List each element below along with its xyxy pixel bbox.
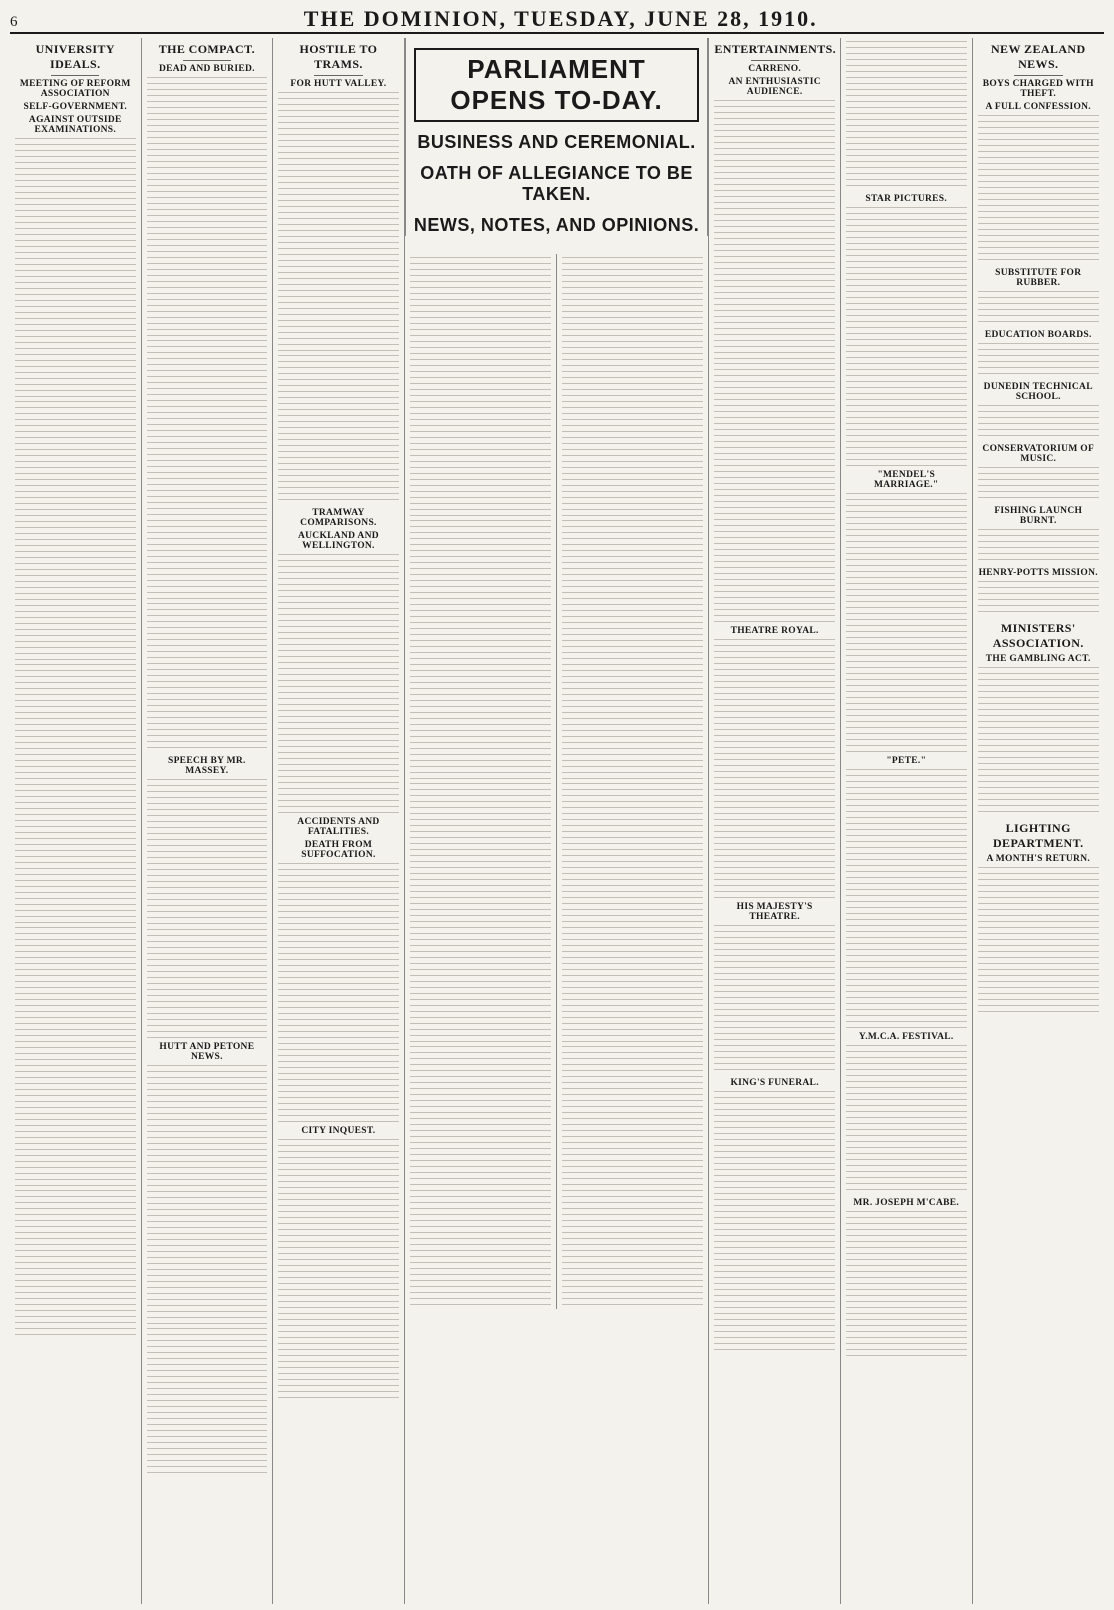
subheading: FISHING LAUNCH BURNT.: [994, 506, 1083, 526]
subheading: FOR HUTT VALLEY.: [290, 79, 387, 89]
subheading: MEETING OF REFORM ASSOCIATION: [19, 79, 131, 99]
subheading: HUTT AND PETONE NEWS.: [159, 1042, 255, 1062]
lead-headline: PARLIAMENT OPENS TO-DAY.: [414, 48, 700, 122]
subheading: THEATRE ROYAL.: [730, 626, 819, 636]
lead-subheadline: NEWS, NOTES, AND OPINIONS.: [413, 215, 700, 235]
subheading: A MONTH'S RETURN.: [986, 854, 1091, 864]
subheading: SELF-GOVERNMENT.: [23, 102, 128, 112]
subheading: ACCIDENTS AND FATALITIES.: [297, 817, 380, 837]
subheading: CARRENO.: [748, 64, 802, 74]
page-columns: [10, 38, 1104, 1604]
lead-subheadline: OATH OF ALLEGIANCE TO BE TAKEN.: [420, 163, 693, 204]
subheading: BOYS CHARGED WITH THEFT.: [982, 79, 1094, 99]
subheading: KING'S FUNERAL.: [730, 1078, 819, 1088]
subheading: "PETE.": [886, 756, 927, 766]
headline: ENTERTAINMENTS.: [714, 42, 837, 56]
headline: HOSTILE TO TRAMS.: [299, 42, 378, 71]
headline: MINISTERS' ASSOCIATION.: [992, 621, 1084, 650]
subheading: SUBSTITUTE FOR RUBBER.: [995, 268, 1082, 288]
subheading: HIS MAJESTY'S THEATRE.: [736, 902, 813, 922]
newspaper-title: THE DOMINION, TUESDAY, JUNE 28, 1910.: [303, 6, 818, 31]
subheading: "MENDEL'S MARRIAGE.": [874, 470, 939, 490]
subheading: EDUCATION BOARDS.: [984, 330, 1092, 340]
subheading: DEATH FROM SUFFOCATION.: [301, 840, 376, 860]
subheading: THE GAMBLING ACT.: [985, 654, 1091, 664]
headline: THE COMPACT.: [158, 42, 256, 56]
subheading: DUNEDIN TECHNICAL SCHOOL.: [983, 382, 1093, 402]
masthead: [10, 6, 1104, 34]
subheading: Y.M.C.A. FESTIVAL.: [858, 1032, 954, 1042]
column-2: [142, 38, 274, 1604]
subheading: STAR PICTURES.: [865, 194, 948, 204]
column-5: [709, 38, 841, 1604]
subheading: CITY INQUEST.: [301, 1126, 376, 1136]
headline: UNIVERSITY IDEALS.: [35, 42, 115, 71]
subheading: SPEECH BY MR. MASSEY.: [168, 756, 246, 776]
page-number: 6: [10, 14, 18, 30]
subheading: TRAMWAY COMPARISONS.: [300, 508, 377, 528]
subheading: MR. JOSEPH M'CABE.: [853, 1198, 960, 1208]
lead-story-column-2: [557, 254, 709, 1309]
subheading: A FULL CONFESSION.: [985, 102, 1091, 112]
lead-story-banner: [405, 38, 709, 236]
column-1: [10, 38, 142, 1604]
subheading: AUCKLAND AND WELLINGTON.: [297, 531, 379, 551]
column-4-banner: [405, 38, 710, 1604]
subheading: AN ENTHUSIASTIC AUDIENCE.: [728, 77, 821, 97]
subheading: AGAINST OUTSIDE EXAMINATIONS.: [28, 115, 122, 135]
lead-story-column-1: [405, 254, 557, 1309]
headline: LIGHTING DEPARTMENT.: [992, 821, 1084, 850]
subheading: HENRY-POTTS MISSION.: [978, 568, 1098, 578]
column-3: [273, 38, 405, 1604]
subheading: CONSERVATORIUM OF MUSIC.: [982, 444, 1095, 464]
column-7: [973, 38, 1104, 1604]
column-6: [841, 38, 973, 1604]
headline: NEW ZEALAND NEWS.: [990, 42, 1086, 71]
subheading: DEAD AND BURIED.: [158, 64, 255, 74]
lead-subheadline: BUSINESS AND CEREMONIAL.: [417, 132, 696, 152]
